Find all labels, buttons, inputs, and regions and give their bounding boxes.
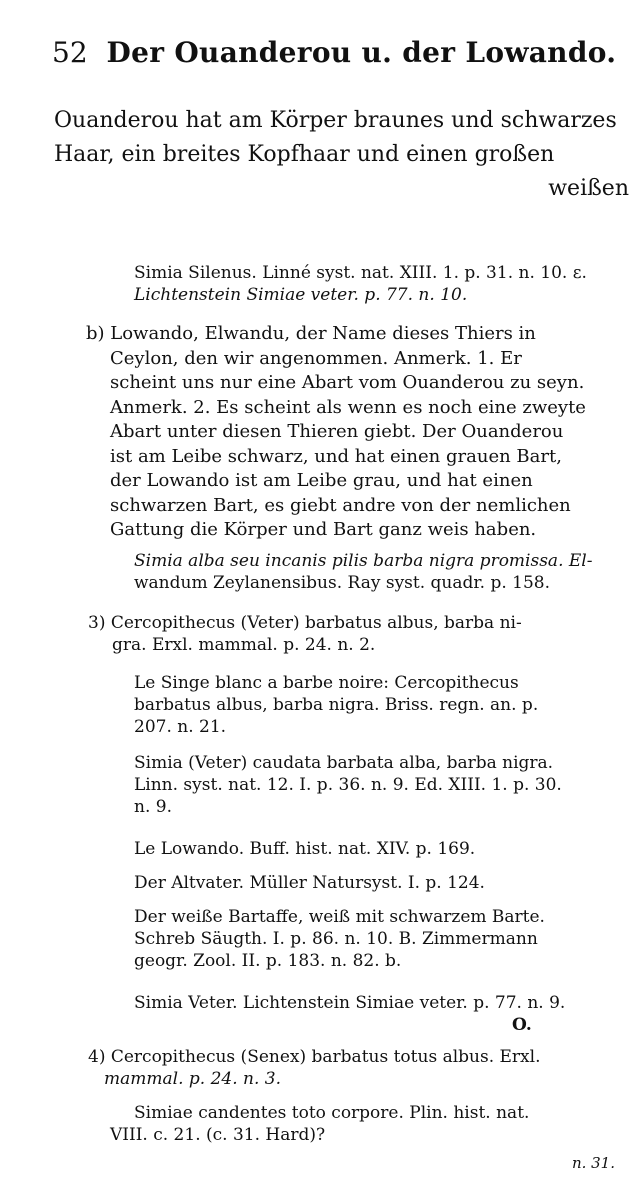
entry-line: Simiae candentes toto corpore. Plin. hist. nat. — [134, 1103, 530, 1123]
entry-line: Simia Silenus. Linné syst. nat. XIII. 1. p. 31. n. 10. ε. — [134, 263, 587, 283]
intro-line: weißen — [548, 176, 629, 201]
entry-line: Linn. syst. nat. 12. I. p. 36. n. 9. Ed. XIII. 1. p. 30. — [134, 775, 562, 795]
entry-line: scheint uns nur eine Abart vom Ouanderou zu seyn. — [110, 372, 585, 393]
entry-line: Simia (Veter) caudata barbata alba, barba nigra. — [134, 753, 554, 773]
variety-b-description — [86, 322, 586, 543]
page-header — [52, 36, 616, 69]
synonym-entry — [134, 262, 587, 306]
entry-line: Abart unter diesen Thieren giebt. Der Ouanderou — [110, 421, 564, 442]
running-header: Der Ouanderou u. der Lowando. — [106, 36, 617, 69]
species-3-entry — [88, 612, 522, 656]
intro-line: Haar, ein breites Kopfhaar und einen großen — [54, 142, 555, 167]
entry-line: b) Lowando, Elwandu, der Name dieses Thiers in — [86, 323, 536, 344]
entry-line: Le Singe blanc a barbe noire: Cercopithecus — [134, 673, 519, 693]
synonym-entry — [134, 992, 565, 1014]
entry-line: Anmerk. 2. Es scheint als wenn es noch eine zweyte — [110, 396, 586, 418]
synonym-entry — [134, 550, 592, 594]
entry-line: 4) Cercopithecus (Senex) barbatus totus albus. Erxl. — [88, 1047, 541, 1067]
synonym-entry — [110, 1102, 529, 1146]
entry-line: mammal. p. 24. n. 3. — [104, 1069, 281, 1089]
entry-line: wandum Zeylanensibus. Ray syst. quadr. p. 158. — [134, 573, 551, 593]
entry-line: Der Altvater. Müller Natursyst. I. p. 124. — [134, 873, 485, 893]
synonym-entry — [134, 906, 545, 972]
entry-line: barbatus albus, barba nigra. Briss. regn. an. p. — [134, 695, 539, 715]
entry-line: n. 9. — [134, 797, 172, 817]
entry-line: 3) Cercopithecus (Veter) barbatus albus, barba ni- — [88, 613, 522, 633]
entry-line: Le Lowando. Buff. hist. nat. XIV. p. 169. — [134, 839, 476, 859]
synonym-entry — [134, 752, 562, 818]
entry-line: VIII. c. 21. (c. 31. Hard)? — [110, 1125, 326, 1145]
intro-paragraph — [54, 104, 629, 206]
entry-line: Schreb Säugth. I. p. 86. n. 10. B. Zimmermann — [134, 929, 538, 949]
entry-line: geogr. Zool. II. p. 183. n. 82. b. — [134, 951, 402, 971]
entry-line: Simia Veter. Lichtenstein Simiae veter. p. 77. n. 9. — [134, 993, 566, 1013]
entry-line: der Lowando ist am Leibe grau, und hat einen — [110, 470, 533, 491]
entry-line: Gattung die Körper und Bart ganz weis haben. — [110, 519, 537, 540]
synonym-entry — [134, 838, 475, 860]
entry-line: Ceylon, den wir angenommen. Anmerk. 1. Er — [110, 347, 522, 369]
entry-line: Lichtenstein Simiae veter. p. 77. n. 10. — [134, 285, 468, 305]
entry-line: Der weiße Bartaffe, weiß mit schwarzem Barte. — [134, 907, 545, 927]
intro-line: Ouanderou hat am Körper braunes und schwarzes — [54, 108, 617, 133]
entry-line: gra. Erxl. mammal. p. 24. n. 2. — [112, 635, 376, 655]
entry-line: 207. n. 21. — [134, 717, 227, 737]
page-number: 52 — [52, 36, 88, 69]
synonym-entry — [134, 672, 538, 738]
entry-line: ist am Leibe schwarz, und hat einen grauen Bart, — [110, 445, 562, 467]
catchword: n. 31. — [571, 1154, 615, 1172]
species-4-entry — [88, 1046, 540, 1090]
signature-mark: O. — [512, 1015, 532, 1035]
synonym-entry — [134, 872, 485, 894]
entry-line: schwarzen Bart, es giebt andre von der nemlichen — [110, 494, 571, 516]
entry-line: Simia alba seu incanis pilis barba nigra promissa. El- — [134, 551, 593, 571]
